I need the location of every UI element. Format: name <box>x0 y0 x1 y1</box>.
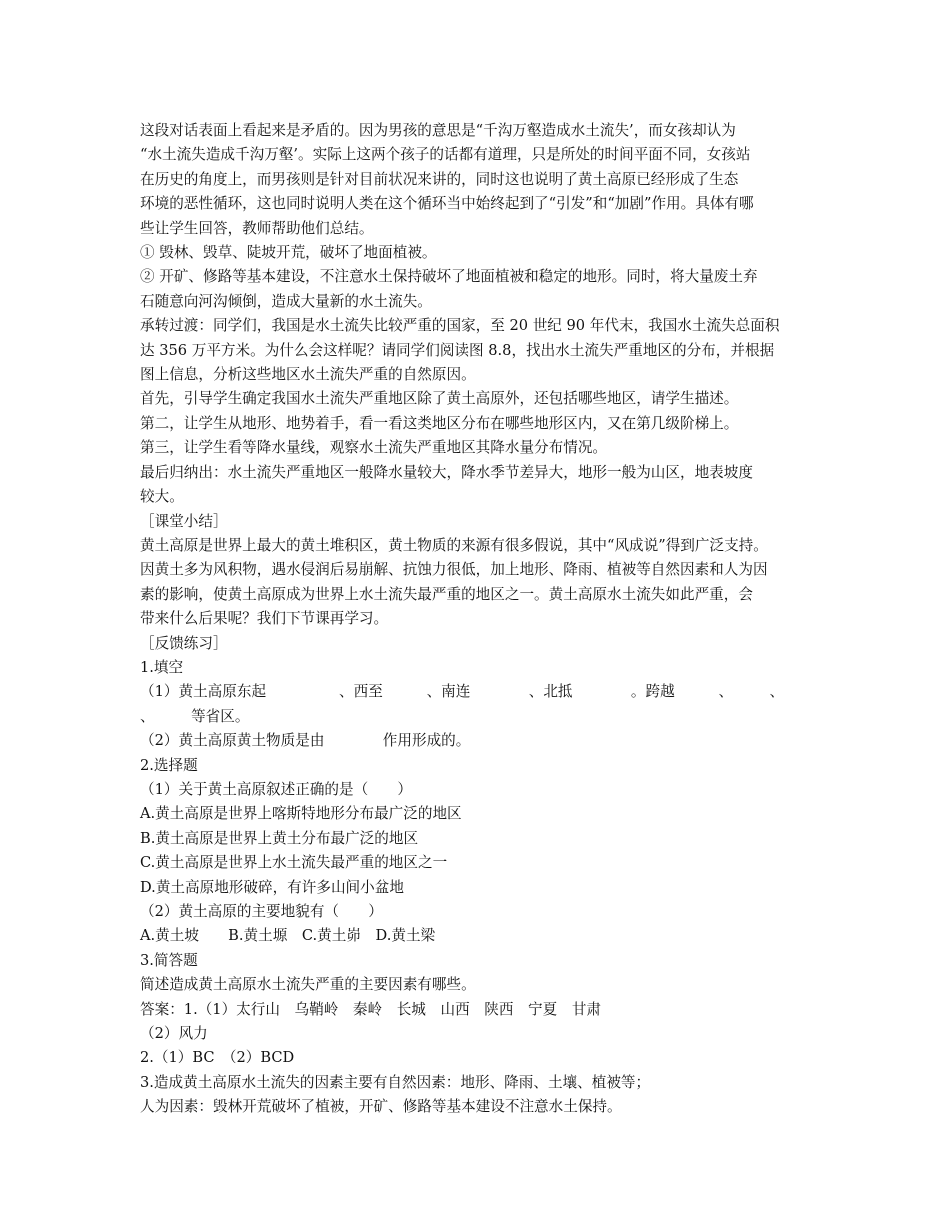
text-line: 第二，让学生从地形、地势着手，看一看这类地区分布在哪些地形区内，又在第几级阶梯上。 <box>140 414 739 432</box>
text-line: 首先，引导学生确定我国水土流失严重地区除了黄土高原外，还包括哪些地区，请学生描述。 <box>140 390 739 408</box>
text-line: ［反馈练习］ <box>140 634 228 652</box>
text-line: （1）黄土高原东起 、西至 、南连 、北抵 。跨越 、 、 <box>140 683 785 701</box>
text-line: 因黄土多为风积物，遇水侵润后易崩解、抗蚀力很低，加上地形、降雨、植被等自然因素和人为因 <box>140 561 768 579</box>
text-line: （2）黄土高原的主要地貌有（ ） <box>140 903 383 920</box>
text-line: 素的影响，使黄土高原成为世界上水土流失最严重的地区之一。黄土高原水土流失如此严重，会 <box>140 585 753 603</box>
text-line: 简述造成黄土高原水土流失严重的主要因素有哪些。 <box>140 976 476 994</box>
text-line: A.黄土高原是世界上喀斯特地形分布最广泛的地区 <box>140 805 462 823</box>
text-line: （1）关于黄土高原叙述正确的是（ ） <box>140 780 412 798</box>
document-body <box>140 119 820 1120</box>
text-line: （2）风力 <box>140 1025 208 1043</box>
text-line: 答案：1.（1）太行山 乌鞘岭 秦岭 长城 山西 陕西 宁夏 甘肃 <box>140 1000 602 1018</box>
text-line: 、 等省区。 <box>140 707 250 725</box>
text-line: 图上信息，分析这些地区水土流失严重的自然原因。 <box>140 366 476 384</box>
text-line: 第三，让学生看等降水量线，观察水土流失严重地区其降水量分布情况。 <box>140 439 608 457</box>
text-line: ② 开矿、修路等基本建设，不注意水土保持破坏了地面植被和稳定的地形。同时，将大量废土弃 <box>140 268 758 286</box>
text-line: 带来什么后果呢？我们下节课再学习。 <box>140 610 389 628</box>
text-line: 人为因素：毁林开荒破坏了植被，开矿、修路等基本建设不注意水土保持。 <box>140 1098 622 1116</box>
text-line: （2）黄土高原黄土物质是由 作用形成的。 <box>140 732 471 750</box>
text-line: A.黄土坡 B.黄土塬 C.黄土峁 D.黄土梁 <box>140 927 436 945</box>
text-line: 石随意向河沟倾倒，造成大量新的水土流失。 <box>140 292 432 310</box>
text-line: ［课堂小结］ <box>140 512 228 530</box>
text-line: C.黄土高原是世界上水土流失最严重的地区之一 <box>140 854 448 872</box>
text-line: 些让学生回答，教师帮助他们总结。 <box>140 219 374 237</box>
text-line: 3.简答题 <box>140 951 198 969</box>
text-line: 在历史的角度上，而男孩则是针对目前状况来讲的，同时这也说明了黄土高原已经形成了生态 <box>140 170 739 188</box>
text-line: ① 毁林、毁草、陡坡开荒，破坏了地面植被。 <box>140 244 437 262</box>
text-line: 达 356 万平方米。为什么会这样呢？请同学们阅读图 8.8，找出水土流失严重地区的分布，并根据 <box>140 341 775 359</box>
text-line: 3.造成黄土高原水土流失的因素主要有自然因素：地形、降雨、土壤、植被等； <box>140 1073 651 1091</box>
text-line: 较大。 <box>140 488 184 506</box>
text-line: 2.选择题 <box>140 756 198 774</box>
text-line: D.黄土高原地形破碎，有许多山间小盆地 <box>140 878 404 896</box>
text-line: “水土流失造成千沟万壑’。实际上这两个孩子的话都有道理，只是所处的时间平面不同，女孩站 <box>140 146 751 164</box>
text-line: 2.（1）BC （2）BCD <box>140 1049 295 1067</box>
text-line: 承转过渡：同学们，我国是水土流失比较严重的国家，至 20 世纪 90 年代末，我国水土流失总面积 <box>140 317 780 335</box>
text-line: B.黄土高原是世界上黄土分布最广泛的地区 <box>140 829 419 847</box>
text-line: 最后归纳出：水土流失严重地区一般降水量较大，降水季节差异大，地形一般为山区，地表坡度 <box>140 463 753 481</box>
text-line: 黄土高原是世界上最大的黄土堆积区，黄土物质的来源有很多假说，其中“风成说”得到广泛支持。 <box>140 536 768 554</box>
text-line: 环境的恶性循环，这也同时说明人类在这个循环当中始终起到了“引发”和“加剧”作用。具体有哪 <box>140 195 754 213</box>
text-line: 1.填空 <box>140 658 184 676</box>
text-line: 这段对话表面上看起来是矛盾的。因为男孩的意思是“千沟万壑造成水土流失’，而女孩却认为 <box>140 122 736 139</box>
